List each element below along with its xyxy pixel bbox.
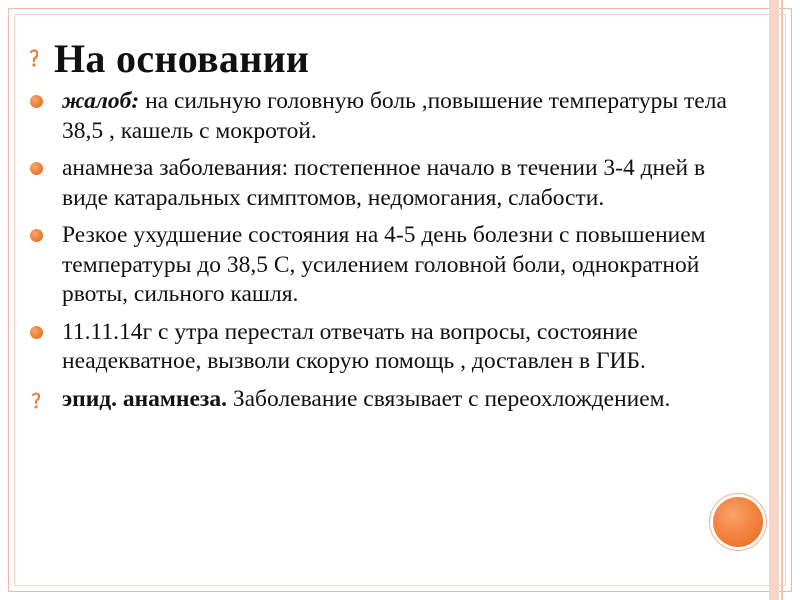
- bullet-dot-icon: [30, 229, 43, 242]
- bullet-text: 11.11.14г с утра перестал отвечать на вопросы, состояние неадекватное, вызволи скорую помощь , доставлен в ГИБ.: [62, 318, 646, 374]
- bullet-text: Резкое ухудшение состояния на 4-5 день болезни с повышением температуры до 38,5 С, усилением головной боли, однократной рвоты, сильного кашля.: [62, 222, 706, 307]
- bullet-text: на сильную головную боль ,повышение температуры тела 38,5 , кашель с мокротой.: [62, 88, 727, 144]
- bullet-text: анамнеза заболевания: постепенное начало в течении 3-4 дней в виде катаральных симптомов, недомогания, слабости.: [62, 155, 706, 211]
- bullet-glyph-icon: [30, 390, 42, 410]
- title-bullet-icon: [28, 48, 40, 68]
- bullet-dot-icon: [30, 162, 43, 175]
- bullet-lead: жалоб:: [62, 88, 140, 114]
- bullet-dot-icon: [30, 326, 43, 339]
- list-item: [30, 221, 750, 310]
- list-item: [30, 154, 750, 213]
- decorative-right-line: [781, 0, 783, 600]
- title-row: [28, 34, 309, 82]
- decorative-orange-circle: [713, 497, 763, 547]
- page-title: На основании: [54, 35, 310, 81]
- list-item: [30, 318, 750, 377]
- list-item: [30, 385, 750, 415]
- bullet-dot-icon: [30, 95, 43, 108]
- bullet-lead: эпид. анамнеза.: [62, 385, 227, 412]
- bullet-list: [30, 87, 750, 422]
- list-item: [30, 87, 750, 146]
- bullet-text: Заболевание связывает с переохлождением.: [226, 385, 671, 412]
- decorative-right-band: [769, 0, 779, 600]
